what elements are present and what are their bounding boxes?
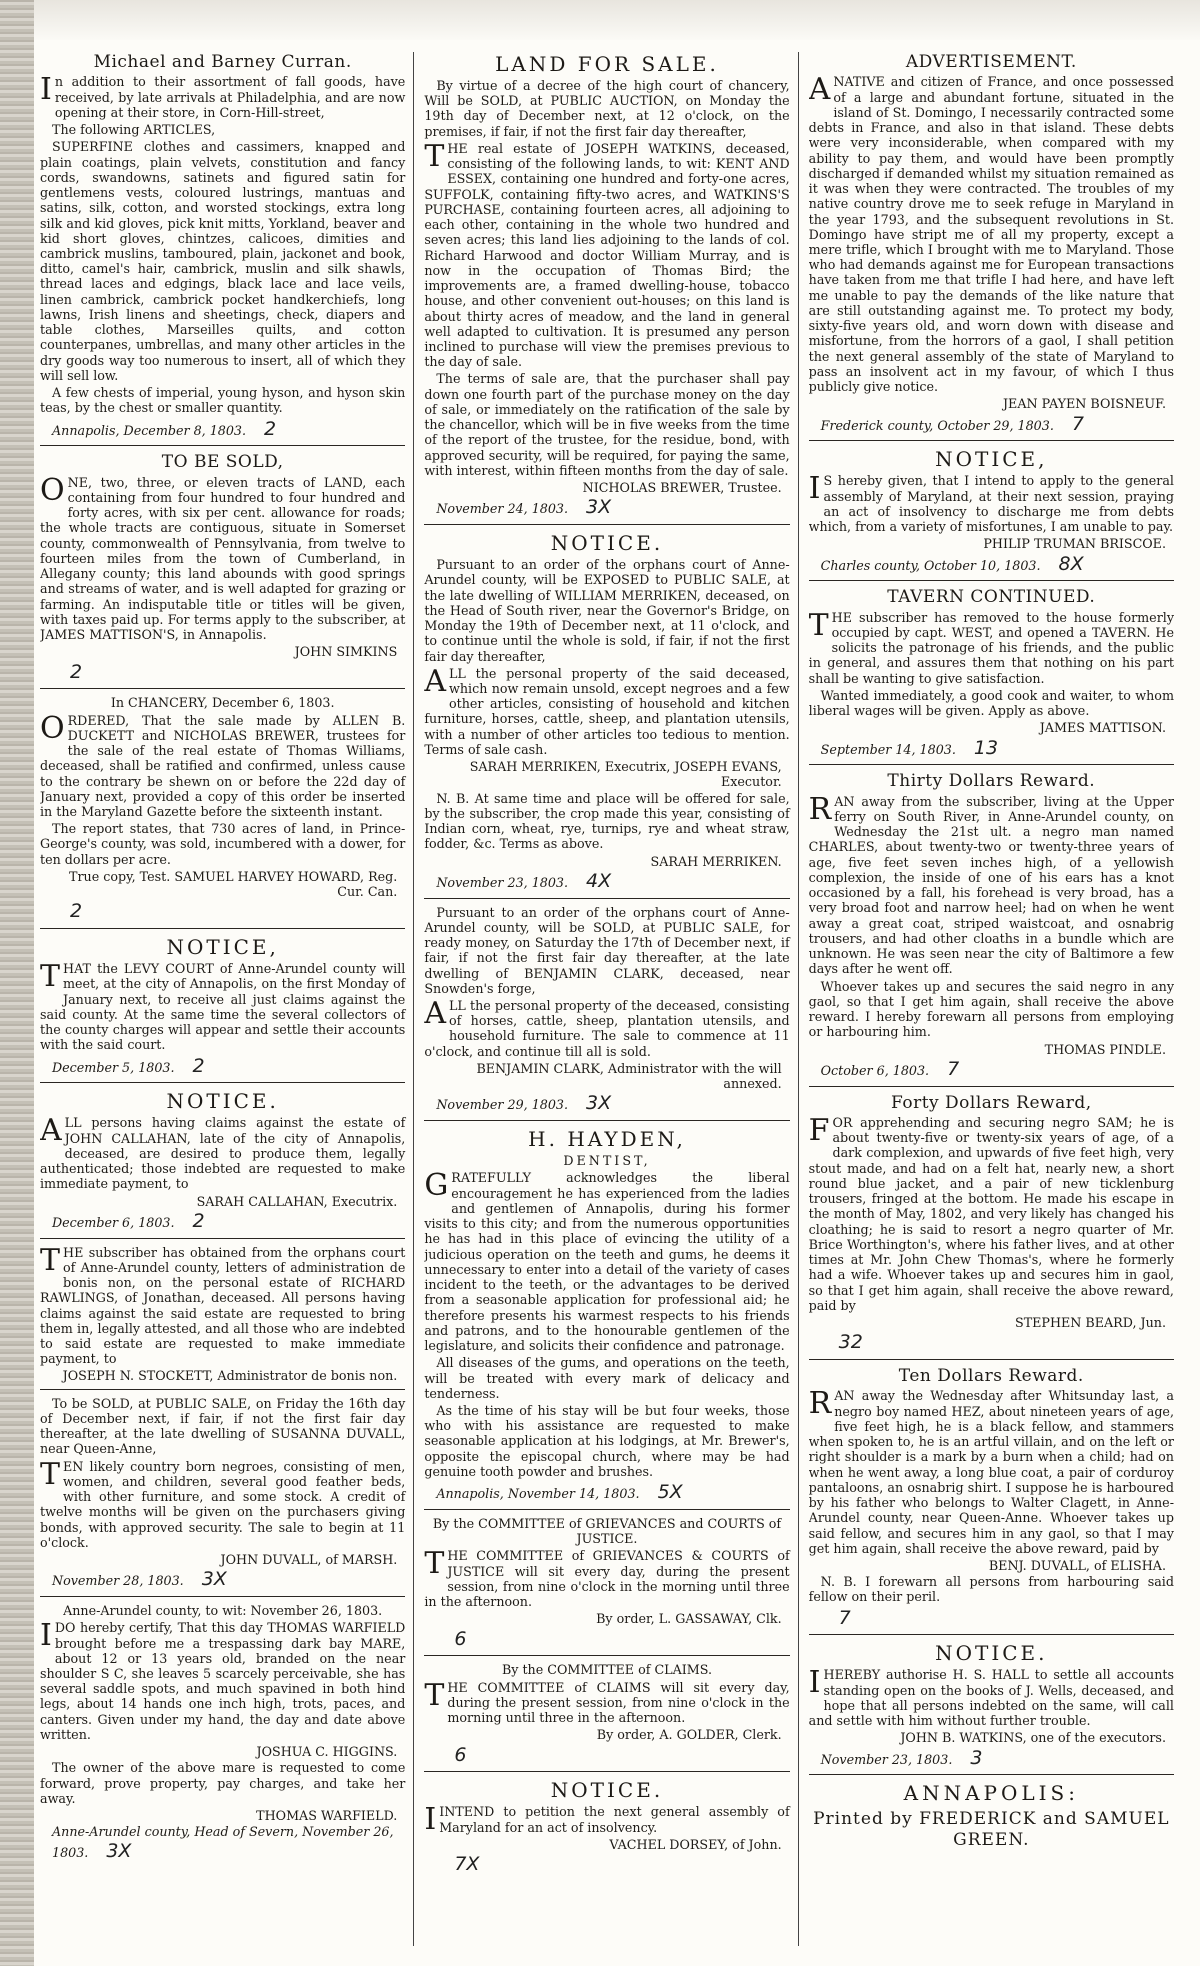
advertisement <box>424 1516 789 1650</box>
ad-dateline: November 24, 1803. <box>436 501 569 517</box>
column-rule <box>40 1238 405 1239</box>
ad-signature: JOSHUA C. HIGGINS. <box>256 1744 398 1760</box>
ad-headline: Michael and Barney Curran. <box>93 52 352 72</box>
advertisement <box>809 771 1174 1080</box>
ad-signature: STEPHEN BEARD, Jun. <box>1015 1314 1166 1330</box>
handwritten-tally-mark: 8X <box>1058 552 1084 575</box>
ad-dateline-row <box>424 1853 789 1876</box>
column-1 <box>40 52 414 1946</box>
column-3 <box>809 52 1174 1946</box>
column-rule <box>809 764 1174 765</box>
ad-headline: NOTICE. <box>935 1641 1048 1666</box>
ad-headline: NOTICE, <box>166 935 279 960</box>
handwritten-tally-mark: 32 <box>838 1331 863 1354</box>
ad-dateline-row <box>424 496 789 519</box>
ad-postscript: N. B. I forewarn all persons from harbouring said fellow on their peril. <box>808 1574 1174 1605</box>
ad-paragraph: ALL persons having claims against the estate of JOHN CALLAHAN, late of the city of Annapolis, deceased, are desired to produce them, legally authenticated; those indebted are requested to make immediate payment, to <box>40 1113 406 1192</box>
column-rule <box>424 898 789 899</box>
ad-headline: LAND FOR SALE. <box>495 52 719 76</box>
handwritten-tally-mark: 3 <box>970 1746 983 1769</box>
ad-paragraph: FOR apprehending and securing negro SAM; he is about twenty-five or twenty-six years of age, of a dark complexion, and upwards of five feet high, very stout made, and had on a felt hat, nearly new, a short round blue jacket, and a pair of new ticklenburg trousers, fringed at the bottom. He made his escape in the month of May, 1802, and very likely has changed his cloathing; he is said to resort a negro quarter of Mr. Brice Worthington's, where his father lives, and at other times at Mr. John Chew Thomas's, where he formerly had a wife. Whoever takes up and secures him in gaol, so that I get him again, shall receive the above reward, paid by <box>808 1112 1174 1313</box>
ad-paragraph: THE subscriber has obtained from the orphans court of Anne-Arundel county, letters of administration de bonis non, on the personal estate of RICHARD RAWLINGS, of Jonathan, deceased. All persons having claims against the said estate are requested to bring them in, legally attested, and all those who are indebted to said estate are requested to make immediate payment, to <box>40 1242 406 1367</box>
handwritten-tally-mark: 3X <box>586 496 612 519</box>
ad-signature: BENJ. DUVALL, of ELISHA. <box>988 1557 1166 1573</box>
column-rule <box>424 1655 789 1656</box>
column-rule <box>424 524 789 525</box>
column-rule <box>809 1086 1174 1087</box>
handwritten-tally-mark: 6 <box>454 1743 467 1766</box>
ad-dateline-row <box>809 413 1174 436</box>
advertisement <box>809 52 1174 435</box>
ad-dateline: September 14, 1803. <box>820 741 956 757</box>
ad-paragraph: The terms of sale are, that the purchaser shall pay down one fourth part of the purchase money on the day of sale, or immediately on the ratification of the sale by the chancellor, which will be in five weeks from the time of the report of the trustee, for the residue, bond, with approved security, will be required, for paying the same, with interest, within fifteen months from the day of sale. <box>424 371 790 478</box>
ad-paragraph: All diseases of the gums, and operations on the teeth, will be treated with every mark of delicacy and tenderness. <box>424 1355 790 1401</box>
ad-paragraph: The report states, that 730 acres of land, in Prince-George's county, was sold, incumbered with a dower, for ten dollars per acre. <box>40 821 406 867</box>
advertisement <box>40 935 405 1077</box>
ad-paragraph: IHEREBY authorise H. S. HALL to settle all accounts standing open on the books of J. Wells, deceased, and hope that all persons indebted on the same, will call and settle with him without further trouble. <box>808 1665 1174 1729</box>
ad-paragraph: THE COMMITTEE of GRIEVANCES & COURTS of JUSTICE will sit every day, during the present session, from nine o'clock in the morning until three in the afternoon. <box>424 1546 790 1610</box>
column-rule <box>40 1082 405 1083</box>
advertisement <box>809 587 1174 759</box>
column-rule <box>424 1771 789 1772</box>
advertisement <box>40 695 405 923</box>
advertisement <box>809 447 1174 575</box>
handwritten-tally-mark: 3X <box>201 1568 227 1591</box>
ad-dateline-row <box>40 1055 405 1078</box>
column-rule <box>809 440 1174 441</box>
ad-dateline-row <box>809 1607 1174 1630</box>
ad-signature: SARAH MERRIKEN, Executrix, JOSEPH EVANS, Executor. <box>469 759 782 790</box>
ad-headline: TO BE SOLD, <box>161 452 284 473</box>
ad-signature: JOSEPH N. STOCKETT, Administrator de bonis non. <box>62 1368 398 1384</box>
ad-dateline-row <box>424 1744 789 1767</box>
column-2 <box>424 52 798 1946</box>
ad-dateline-row <box>424 870 789 893</box>
handwritten-tally-mark: 7X <box>454 1853 480 1876</box>
ad-dateline-row <box>809 1331 1174 1354</box>
ad-paragraph: ANATIVE and citizen of France, and once possessed of a large and abundant fortune, situated in the island of St. Domingo, I necessarily contracted some debts in France, and also in that island. These debts were very inconsiderable, when compared with my ability to pay them, and would have been promptly discharged if demanded whilst my situation remained as it was when they were contracted. The troubles of my native country drove me to seek refuge in Maryland in the year 1793, and the subsequent revolutions in St. Domingo have stript me of all my property, except a mere trifle, which I brought with me to Maryland. Those who had demands against me for European transactions have taken from me that trifle I had here, and have left me unable to pay the demands of the like nature that are still outstanding against me. To protect my body, sixty-five years old, and worn down with disease and misfortune, from the horrors of a gaol, I shall petition the next general assembly of the state of Maryland to pass an insolvent act in my favour, of which I thus publicly give notice. <box>808 72 1174 395</box>
advertisement <box>40 1089 405 1232</box>
advertisement <box>40 452 405 683</box>
handwritten-tally-mark: 13 <box>973 736 999 759</box>
ad-dateline-row <box>809 737 1174 760</box>
column-rule <box>424 1509 789 1510</box>
ad-paragraph: IDO hereby certify, That this day THOMAS WARFIELD brought before me a trespassing dark bay MARE, about 12 or 13 years old, branded on the near shoulder S C, she leaves 5 scarcely perceivable, she has several saddle spots, and much spavined in both hind legs, about 14 hands one inch high, trots, paces, and canters. Given under my hand, the day and date above written. <box>40 1618 406 1742</box>
handwritten-tally-mark: 3X <box>106 1839 132 1862</box>
imprint-city: ANNAPOLIS: <box>903 1781 1079 1806</box>
ad-dateline: November 28, 1803. <box>52 1573 184 1589</box>
ad-dateline-row <box>40 418 405 441</box>
ad-subhead: By the COMMITTEE of GRIEVANCES and COURTS of JUSTICE. <box>432 1515 782 1547</box>
ad-dateline: Anne-Arundel county, Head of Severn, November 26, 1803. <box>52 1824 394 1860</box>
handwritten-tally-mark: 2 <box>70 660 83 683</box>
handwritten-tally-mark: 7 <box>947 1057 960 1080</box>
ad-signature: BENJAMIN CLARK, Administrator with the will annexed. <box>476 1060 782 1092</box>
handwritten-tally-mark: 2 <box>192 1054 205 1077</box>
advertisement <box>424 1778 789 1876</box>
ad-dateline: Annapolis, December 8, 1803. <box>52 422 247 438</box>
advertisement <box>424 1127 789 1504</box>
advertisement <box>424 905 789 1116</box>
ad-headline: H. HAYDEN, <box>528 1127 686 1152</box>
advertisement <box>40 1242 406 1384</box>
imprint-printers: Printed by FREDERICK and SAMUEL GREEN. <box>813 1809 1170 1850</box>
ad-signature: JAMES MATTISON. <box>1039 720 1166 736</box>
ad-paragraph: Pursuant to an order of the orphans court of Anne-Arundel county, will be SOLD, at PUBLIC SALE, for ready money, on Saturday the 17th of December next, if fair, if not the first fair day thereafter, at the late dwelling of BENJAMIN CLARK, deceased, near Snowden's forge, <box>424 904 790 996</box>
ad-subhead: DENTIST, <box>563 1153 651 1169</box>
ad-signature: By order, A. GOLDER, Clerk. <box>596 1727 782 1743</box>
advertisement <box>809 1366 1174 1629</box>
ad-headline: NOTICE. <box>166 1089 279 1114</box>
ad-signature: PHILIP TRUMAN BRISCOE. <box>983 536 1166 552</box>
ad-signature: SARAH CALLAHAN, Executrix. <box>196 1193 398 1209</box>
advertisement <box>809 1093 1174 1354</box>
ad-subhead: In CHANCERY, December 6, 1803. <box>110 695 335 711</box>
advertisement <box>40 1396 405 1591</box>
advertisement <box>424 52 789 519</box>
ad-paragraph: Pursuant to an order of the orphans court of Anne-Arundel county, will be EXPOSED to PUBLIC SALE, at the late dwelling of WILLIAM MERRIKEN, deceased, on the Head of South river, near the Governor's Bridge, on Monday the 19th of December next, at 11 o'clock, and to continue until the whole is sold, if fair, if not the first fair day thereafter, <box>424 557 790 664</box>
column-rule <box>40 1596 405 1597</box>
ad-dateline: November 23, 1803. <box>820 1751 953 1767</box>
ad-subhead: Anne-Arundel county, to wit: November 26, 1803. <box>63 1603 383 1619</box>
advertisement <box>40 1603 405 1862</box>
ad-dateline: Frederick county, October 29, 1803. <box>820 417 1054 433</box>
ad-paragraph: To be SOLD, at PUBLIC SALE, on Friday the 16th day of December next, if fair, if not the first fair day thereafter, at the late dwelling of SUSANNA DUVALL, near Queen-Anne, <box>40 1395 406 1457</box>
advertisement <box>40 52 405 440</box>
ad-signature: VACHEL DORSEY, of John. <box>609 1836 782 1852</box>
ad-headline: Forty Dollars Reward, <box>890 1092 1092 1113</box>
ad-dateline-row <box>809 553 1174 576</box>
ad-headline: Ten Dollars Reward. <box>898 1366 1084 1387</box>
ad-paragraph: THE real estate of JOSEPH WATKINS, deceased, consisting of the following lands, to wit: KENT AND ESSEX, containing one hundred and forty-one acres, SUFFOLK, containing fifty-two acres, and WATKINS'S PURCHASE, containing fourteen acres, all adjoining to each other, containing in the whole two hundred and seven acres; this land lies adjoining to the lands of col. Richard Harwood and doctor William Murray, and is now in the occupation of Thomas Bird; the improvements are, a framed dwelling-house, tobacco house, and other convenient out-houses; on this land is about thirty acres of meadow, and the land in general well adapted to cultivation. It is presumed any person inclined to purchase will view the premises previous to the day of sale. <box>424 138 790 370</box>
ad-paragraph: RAN away the Wednesday after Whitsunday last, a negro boy named HEZ, about nineteen years of age, five feet high, he is a black fellow, and stammers when spoken to, he is an artful villain, and on the left or right shoulder is a mark by a burn when a child; had on when he went away, a long blue coat, a pair of corduroy pantaloons, an osnabrig shirt. I suppose he is harboured by his father who belongs to Walter Clagett, in Anne-Arundel county, near Queen-Anne. Whoever takes up said fellow, and secures him in any gaol, so that I may get him again, shall receive the above reward, paid by <box>808 1386 1174 1556</box>
column-rule <box>40 1389 405 1390</box>
ad-paragraph: RAN away from the subscriber, living at the Upper ferry on South River, in Anne-Arundel county, on Wednesday the 21st ult. a negro man named CHARLES, about twenty-two or twenty-three years of age, five feet seven inches high, of a yellowish complexion, the inside of one of his ears has a knot occasioned by a fall, his forehead is very broad, has a very broad foot and narrow heel; had on when he went away a great coat, striped waistcoat, and osnabrig trousers, and had other cloaths in a bundle which are unknown. He was seen near the city of Baltimore a few days after he went off. <box>808 791 1174 977</box>
ad-headline: ADVERTISEMENT. <box>905 52 1077 72</box>
ad-subhead: By the COMMITTEE of CLAIMS. <box>501 1662 713 1678</box>
ad-signature: True copy, Test. SAMUEL HARVEY HOWARD, Reg. Cur. Can. <box>69 868 398 900</box>
column-rule <box>40 688 405 689</box>
ad-paragraph: ALL the personal property of the said deceased, which now remain unsold, except negroes and a few other articles, consisting of household and kitchen furniture, horses, cattle, sheep, and plantation utensils, with a number of other articles too tedious to mention. Terms of sale cash. <box>424 663 790 757</box>
ad-headline: NOTICE. <box>550 1778 664 1803</box>
ad-dateline-row <box>40 661 405 684</box>
ad-signature: NICHOLAS BREWER, Trustee. <box>582 480 782 496</box>
ad-paragraph: As the time of his stay will be but four weeks, those who with his assistance are requested to make seasonable application at his lodgings, at Mr. Brewer's, opposite the episcopal church, where may be had genuine tooth powder and brushes. <box>424 1402 790 1479</box>
ad-signature: JOHN DUVALL, of MARSH. <box>220 1552 398 1568</box>
handwritten-tally-mark: 2 <box>264 417 277 440</box>
ad-dateline: November 23, 1803. <box>436 874 569 890</box>
ad-paragraph: SUPERFINE clothes and cassimers, knapped and plain coatings, plain velvets, constitution and fancy cords, swandowns, satinets and figured satin for gentlemens vests, coloured lustrings, mantuas and satins, silk, cotton, and worsted stockings, extra long silk and kid gloves, pick knit mitts, Yorkland, beaver and kid short gloves, chintzes, calicoes, dimities and cambrick muslins, tamboured, plain, jackonet and book, ditto, camel's hair, cambrick, muslin and silk shawls, thread laces and edgings, black lace and lace veils, linen cambrick, cambrick pocket handkerchiefs, long lawns, Irish linens and sheetings, check, diapers and table clothes, Marseilles quilts, and cotton counterpanes, umbrellas, and many other articles in the dry goods way too numerous to insert, all of which they will sell low. <box>40 139 406 383</box>
ad-dateline-row <box>424 1092 789 1115</box>
ad-dateline: December 6, 1803. <box>52 1214 175 1230</box>
ad-postscript: N. B. At same time and place will be offered for sale, by the subscriber, the crop made this year, consisting of Indian corn, wheat, rye, turnips, rye and wheat straw, fodder, &c. Terms as above. <box>424 790 790 852</box>
ad-dateline-row <box>40 1824 405 1862</box>
ad-paragraph: GRATEFULLY acknowledges the liberal encouragement he has experienced from the ladies and gentlemen of Annapolis, during his former visits to this city; and from the numerous opportunities he has had in this place of evincing the utility of a judicious operation on the teeth and gums, he deems it unnecessary to enter into a detail of the variety of cases incident to the teeth, or the advantages to be derived from a seasonable application for professional aid; he therefore presents his warmest respects to his friends and patrons, and to the honourable gentlemen of the legislature, and solicits their confidence and patronage. <box>424 1168 790 1354</box>
ad-paragraph: THE COMMITTEE of CLAIMS will sit every day, during the present session, from nine o'clock in the morning until three in the afternoon. <box>424 1677 790 1726</box>
handwritten-tally-mark: 6 <box>454 1627 467 1650</box>
ad-headline: NOTICE, <box>935 447 1048 472</box>
ad-headline: Thirty Dollars Reward. <box>887 771 1096 792</box>
ad-paragraph: TEN likely country born negroes, consisting of men, women, and children, several good feather beds, with other furniture, and some stock. A credit of twelve months will be given on the purchasers giving bonds, with approved security. The sale to begin at 11 o'clock. <box>40 1456 406 1550</box>
handwritten-tally-mark: 3X <box>586 1092 612 1115</box>
ad-paragraph: ORDERED, That the sale made by ALLEN B. DUCKETT and NICHOLAS BREWER, trustees for the sale of the real estate of Thomas Williams, deceased, shall be ratified and confirmed, unless cause to the contrary be shewn on or before the 22d day of January next, provided a copy of this order be inserted in the Maryland Gazette before the sixteenth instant. <box>40 710 406 819</box>
handwritten-tally-mark: 7 <box>1071 412 1084 435</box>
advertisement <box>809 1641 1174 1769</box>
ad-paragraph: IS hereby given, that I intend to apply to the general assembly of Maryland, at their next session, praying an act of insolvency to discharge me from debts which, from a variety of misfortunes, I am unable to pay. <box>808 471 1174 535</box>
ad-signature: THOMAS PINDLE. <box>1044 1041 1166 1057</box>
ad-paragraph: IINTEND to petition the next general assembly of Maryland for an act of insolvency. <box>424 1802 790 1838</box>
ad-paragraph: A few chests of imperial, young hyson, and hyson skin teas, by the chest or smaller quantity. <box>40 385 406 416</box>
advertisement <box>424 1662 789 1766</box>
ad-paragraph: By virtue of a decree of the high court of chancery, Will be SOLD, at PUBLIC AUCTION, on Monday the 19th day of December next, at 12 o'clock, on the premises, if fair, if not the first fair day thereafter, <box>424 78 790 139</box>
column-rule <box>809 580 1174 581</box>
ad-dateline-row <box>40 1568 405 1591</box>
ad-signature: By order, L. GASSAWAY, Clk. <box>596 1611 782 1627</box>
column-rule <box>40 928 405 929</box>
column-rule <box>40 445 405 446</box>
ad-signature: JOHN B. WATKINS, one of the executors. <box>900 1730 1166 1746</box>
ad-headline: NOTICE. <box>550 531 664 556</box>
scan-binding-edge <box>0 0 34 1966</box>
handwritten-tally-mark: 5X <box>657 1481 683 1504</box>
advertisement <box>424 531 789 892</box>
ad-dateline: Charles county, October 10, 1803. <box>820 557 1041 573</box>
ad-signature: JOHN SIMKINS <box>294 644 398 660</box>
ad-paragraph: THAT the LEVY COURT of Anne-Arundel county will meet, at the city of Annapolis, on the first Monday of January next, to receive all just claims against the said county. At the same time the several collectors of the county charges will appear and settle their accounts with the said court. <box>40 959 406 1053</box>
ad-paragraph: The following ARTICLES, <box>52 122 216 138</box>
ad-signature: THOMAS WARFIELD. <box>256 1808 398 1824</box>
handwritten-tally-mark: 7 <box>838 1606 851 1629</box>
ad-postscript: The owner of the above mare is requested to come forward, prove property, pay charges, and take her away. <box>40 1760 406 1806</box>
ad-dateline-row <box>40 900 405 923</box>
ad-dateline-row <box>424 1481 789 1504</box>
ad-paragraph: Whoever takes up and secures the said negro in any gaol, so that I get him again, shall receive the above reward. I hereby forewarn all persons from employing or harbouring him. <box>808 978 1174 1040</box>
ad-signature: SARAH MERRIKEN. <box>650 853 782 869</box>
ad-dateline-row <box>809 1058 1174 1081</box>
ad-dateline: Annapolis, November 14, 1803. <box>436 1486 640 1502</box>
column-rule <box>809 1359 1174 1360</box>
ad-paragraph: THE subscriber has removed to the house formerly occupied by capt. WEST, and opened a TAVERN. He solicits the patronage of his friends, and the public in general, and assures them that nothing on his part shall be wanting to give satisfaction. <box>808 607 1174 686</box>
ad-headline: TAVERN CONTINUED. <box>887 587 1096 608</box>
column-rule <box>424 1120 789 1121</box>
column-rule <box>809 1774 1174 1775</box>
handwritten-tally-mark: 2 <box>70 900 83 923</box>
ad-paragraph: Wanted immediately, a good cook and waiter, to whom liberal wages will be given. Apply as above. <box>808 687 1174 719</box>
handwritten-tally-mark: 4X <box>586 869 612 892</box>
handwritten-tally-mark: 2 <box>192 1209 205 1232</box>
ad-dateline-row <box>40 1210 405 1233</box>
scan-top-edge <box>0 0 1200 40</box>
ad-paragraph: ALL the personal property of the deceased, consisting of horses, cattle, sheep, plantation utensils, and household furniture. The sale to commence at 11 o'clock, and continue till all is sold. <box>424 996 790 1059</box>
ad-dateline: October 6, 1803. <box>820 1062 930 1078</box>
ad-dateline: December 5, 1803. <box>52 1059 175 1075</box>
ad-dateline: November 29, 1803. <box>436 1097 569 1113</box>
ad-dateline-row <box>424 1628 789 1651</box>
ad-signature: JEAN PAYEN BOISNEUF. <box>1002 396 1166 412</box>
columns <box>40 52 1174 1946</box>
ad-dateline-row <box>809 1747 1174 1770</box>
column-rule <box>809 1634 1174 1635</box>
ad-paragraph: ONE, two, three, or eleven tracts of LAND, each containing from four hundred to four hundred and forty acres, with six per cent. allowance for roads; the whole tracts are contiguous, situate in Somerset county, commonwealth of Pennsylvania, from twelve to fourteen miles from the town of Cumberland, in Allegany county; this land abounds with good springs and streams of water, and is well adapted for grazing or farming. An indisputable title or titles will be given, with taxes paid up. For terms apply to the subscriber, at JAMES MATTISON'S, in Annapolis. <box>40 472 406 643</box>
ad-paragraph: In addition to their assortment of fall goods, have received, by late arrivals at Philadelphia, and are now opening at their store, in Corn-Hill-street, <box>40 72 406 120</box>
